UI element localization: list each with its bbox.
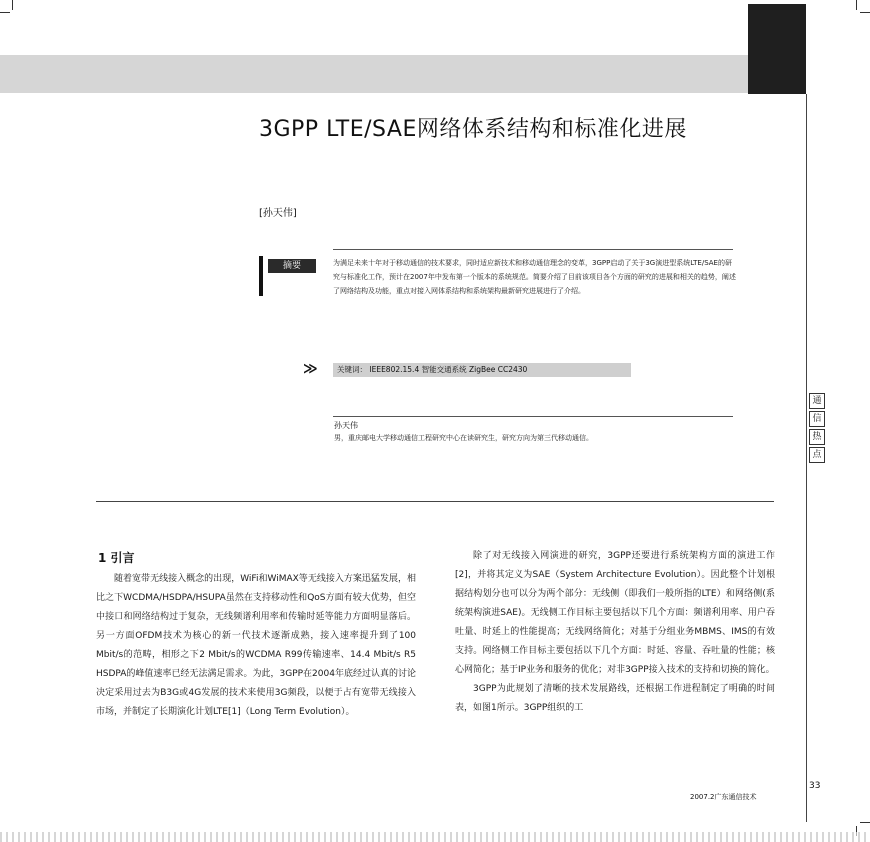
corner-block [748,4,806,94]
author-byline: [孙天伟] [259,208,297,219]
crop-mark [856,0,857,10]
paragraph: 除了对无线接入网演进的研究，3GPP还要进行系统架构方面的演进工作[2]，并将其定义为SAE（System Architecture Evolution）。因此整个计划根据结构划分也可以分为两个部分：无线侧（即我们一般所指的LTE）和网络侧(系统架构演进SAE)。无线侧工作目标主要包括以下几个方面：频谱利用率、用户吞吐量、时延上的性能提高；无线网络简化；对基于分组业务MBMS、IMS的有效支持。网络侧工作目标主要包括以下几个方面：时延、容量、吞吐量的性能；核心网简化；基于IP业务和服务的优化；对非3GPP接入技术的支持和切换的简化。 [455,551,775,675]
abstract-rule [333,249,733,250]
article-title: 3GPP LTE/SAE网络体系结构和标准化进展 [259,117,687,142]
body-column-left [96,570,416,722]
section-heading: 1 引言 [98,551,135,565]
section-divider [96,501,774,502]
crop-mark [12,0,13,10]
abstract-text: 为满足未来十年对于移动通信的技术要求，同时适应新技术和移动通信理念的变革，3GPP启动了关于3G演进型系统LTE/SAE的研究与标准化工作，预计在2007年中发布第一个版本的系统规范。简要介绍了目前该项目各个方面的研究的进展和相关的趋势，阐述了网络结构及功能，重点对接入网体系结构和系统架构最新研究进展进行了介绍。 [333,259,736,295]
side-tab: 通 [809,393,825,409]
keywords-box: 关键词： IEEE802.15.4 智能交通系统 ZigBee CC2430 [333,363,631,377]
crop-mark [0,12,10,13]
abstract-bar [259,256,263,296]
page-number: 33 [809,781,821,791]
margin-rule [806,94,807,822]
crop-mark [860,822,870,823]
bio-name: 孙天伟 [334,421,358,430]
paragraph: 随着宽带无线接入概念的出现，WiFi和WiMAX等无线接入方案迅猛发展，相比之下WCDMA/HSDPA/HSUPA虽然在支持移动性和QoS方面有较大优势，但空中接口和网络结构过于复杂，无线频谱利用率和传输时延等能力方面明显落后。另一方面OFDM技术为核心的新一代技术逐渐成熟，接入速率提升到了100 Mbit/s的范畴，相形之下2 Mbit/s的WCDMA R99传输速率、14.4 Mbit/s R5 HSDPA的峰值速率已经无法满足需求。为此，3GPP在2004年底经过认真的讨论决定采用过去为B3G或4G发展的技术来使用3G频段，以便于占有宽带无线接入市场，并制定了长期演化计划LTE[1]（Long Term Evolution）。 [96,574,416,717]
scan-artifact [0,832,870,842]
bio-text: 男，重庆邮电大学移动通信工程研究中心在读研究生，研究方向为第三代移动通信。 [334,434,593,442]
double-chevron-icon: ≫ [303,361,318,377]
bio-rule [333,416,733,417]
section-tabs [809,393,825,465]
side-tab: 热 [809,429,825,445]
journal-footer: 2007.2广东通信技术 [690,793,757,801]
header-band [0,55,750,93]
paragraph: 3GPP为此规划了清晰的技术发展路线，还根据工作进程制定了明确的时间表，如图1所示。3GPP组织的工 [455,684,775,713]
side-tab: 信 [809,411,825,427]
side-tab: 点 [809,447,825,463]
crop-mark [860,12,870,13]
body-column-right [455,547,775,718]
abstract-label: 摘要 [268,259,316,273]
